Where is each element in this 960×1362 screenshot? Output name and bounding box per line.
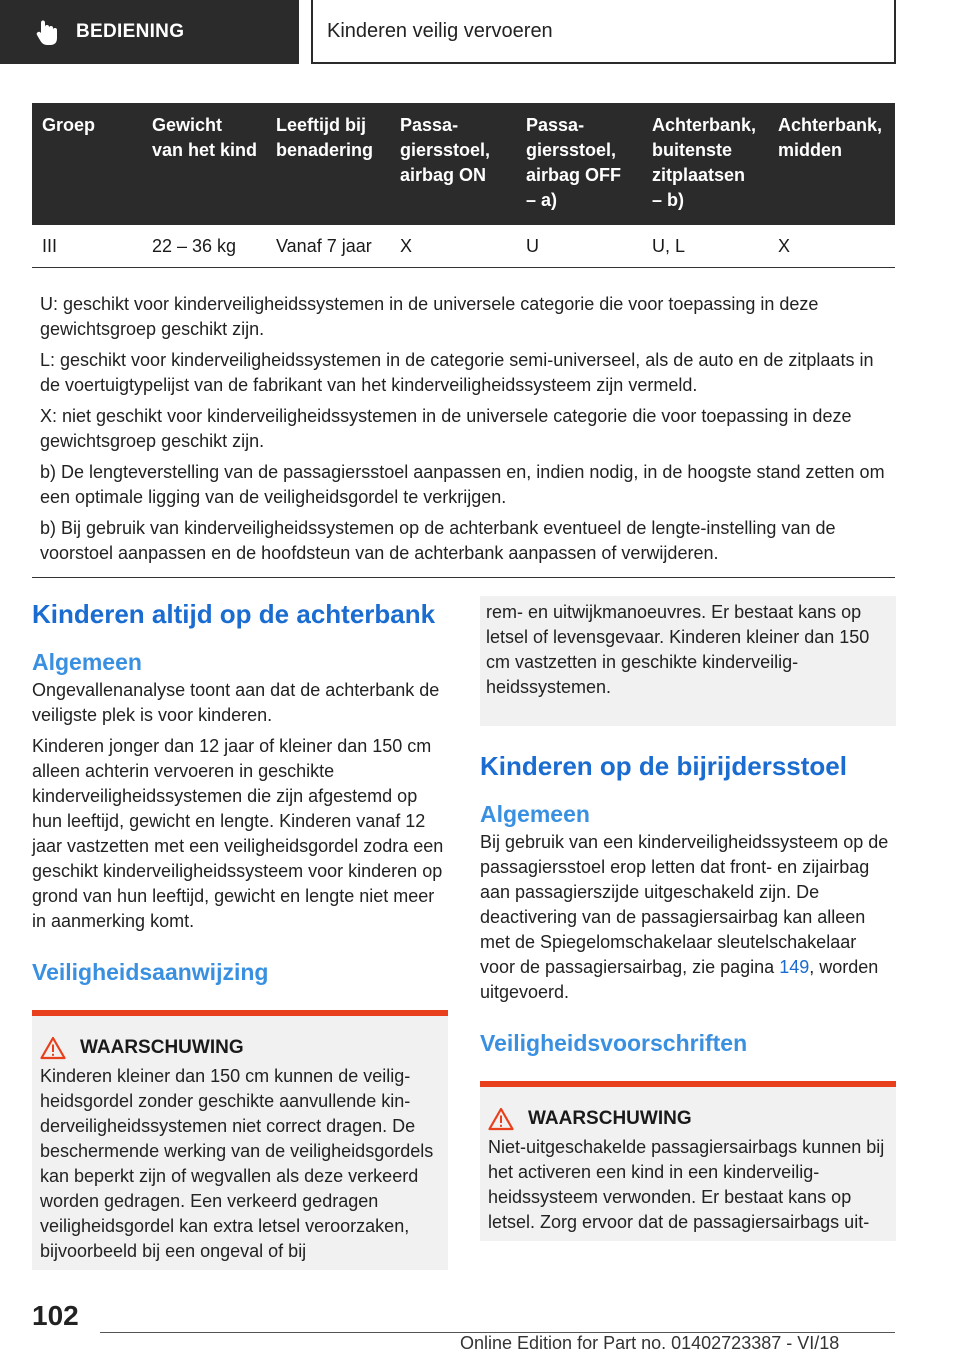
warning-box <box>480 1081 896 1241</box>
table-header-cell: Achterbank, buitenste zitplaatsen – b) <box>642 103 768 225</box>
table-cell: U <box>516 225 642 268</box>
subheading: Algemeen <box>32 649 142 675</box>
table-cell: III <box>32 225 142 268</box>
table-header-row <box>32 103 895 225</box>
divider <box>32 577 895 578</box>
table-header-cell: Gewicht van het kind <box>142 103 266 225</box>
subheading: Veiligheidsvoorschriften <box>480 1030 748 1056</box>
warning-continuation-box <box>480 596 896 726</box>
table-cell: 22 – 36 kg <box>142 225 266 268</box>
warning-text: rem- en uitwijkmanoeuvres. Er bestaat kans op letsel of levensgevaar. Kinderen kleiner dan 150 cm vastzetten in geschikte kinderveiligheidssystemen. <box>486 602 870 697</box>
warning-box <box>32 1010 448 1270</box>
table-header-cell: Passagiersstoel, airbag ON <box>390 103 516 225</box>
table-header-cell: Passagiersstoel, airbag OFF – a) <box>516 103 642 225</box>
section-tab[interactable] <box>0 0 299 64</box>
table-header-cell: Leeftijd bij benadering <box>266 103 390 225</box>
warning-label: WAARSCHUWING <box>528 1108 692 1129</box>
left-column <box>32 596 448 1270</box>
warning-triangle-icon <box>40 1036 66 1060</box>
section-heading: Kinderen op de bijrijdersstoel <box>480 751 847 781</box>
subheading: Algemeen <box>480 801 590 827</box>
paragraph: Ongevallenanalyse toont aan dat de achterbank de veiligste plek is voor kinderen. <box>32 680 440 725</box>
paragraph-text: Bij gebruik van een kinderveiligheidssysteem op de passagiersstoel erop letten dat front- en zijairbag aan passagierszijde uitgeschakeld zijn. De deactivering van de passagiersairbag kan alleen met de Spiegelomschakelaar sleutelschakelaar voor de passagiersairbag, zie pagina <box>480 832 889 977</box>
table-cell: Vanaf 7 jaar <box>266 225 390 268</box>
page-link[interactable]: 149 <box>779 957 810 977</box>
subheading: Veiligheidsaanwijzing <box>32 959 269 985</box>
table-header-cell: Achterbank, midden <box>768 103 895 225</box>
page-number: 102 <box>32 1300 79 1331</box>
chapter-title: Kinderen veilig vervoeren <box>327 19 553 42</box>
footnote: X: niet geschikt voor kinderveiligheidssystemen in de universele categorie die voor toepassing in deze gewichtsgroep geschikt zijn. <box>40 406 852 451</box>
paragraph <box>480 830 896 1005</box>
table-footnotes <box>40 292 890 572</box>
warning-header <box>40 1036 440 1060</box>
paragraph: Kinderen jonger dan 12 jaar of kleiner dan 150 cm alleen achterin vervoeren in geschikte kinderveiligheidssystemen die zijn afgestemd op hun leeftijd, gewicht en lengte. Kinderen vanaf 12 jaar vastzetten met een veiligheidsgordel zodra een geschikt kinderveiligheidssysteem voor kinderen op grond van hun leeftijd, gewicht en lengte niet meer in aanmerking komt. <box>32 736 444 931</box>
footnote: L: geschikt voor kinderveiligheidssystemen in de categorie semi-universeel, als de auto en de zitplaats in de voertuigtypelijst van de fabrikant van het kinderveiligheidssysteem zijn vermeld. <box>40 350 874 395</box>
warning-text: Kinderen kleiner dan 150 cm kunnen de veiligheidsgordel zonder geschikte aanvullende kinderveiligheidssystemen niet correct dragen. De beschermende werking van de veiligheidsgordels kan beperkt zijn of wegvallen als deze verkeerd worden gedragen. Een verkeerd gedragen veiligheidsgordel kan extra letsel veroorzaken, bijvoorbeeld bij een ongeval of bij <box>40 1066 434 1261</box>
table-header-cell: Groep <box>32 103 142 225</box>
table-cell: X <box>768 225 895 268</box>
footnote: b) De lengteverstelling van de passagiersstoel aanpassen en, indien nodig, in de hoogste stand zetten om een optimale ligging van de veiligheidsgordel te verkrijgen. <box>40 462 885 507</box>
paragraph-text: , worden uitgevoerd. <box>480 957 879 1002</box>
footnote: b) Bij gebruik van kinderveiligheidssystemen op de achterbank eventueel de lengte-instelling van de voorstoel aanpassen en de hoofdsteun van de achterbank aanpassen of verwijderen. <box>40 518 836 563</box>
footnote: U: geschikt voor kinderveiligheidssystemen in de universele categorie die voor toepassing in deze gewichtsgroep geschikt zijn. <box>40 294 819 339</box>
table-row <box>32 225 895 268</box>
right-column <box>480 596 896 1241</box>
hand-pointer-icon <box>30 14 66 50</box>
table-cell: X <box>390 225 516 268</box>
chapter-title-box <box>311 0 896 64</box>
seat-suitability-table <box>32 103 895 268</box>
warning-header <box>488 1107 888 1131</box>
warning-label: WAARSCHUWING <box>80 1037 244 1058</box>
section-heading: Kinderen altijd op de achterbank <box>32 599 436 629</box>
edition-note: Online Edition for Part no. 01402723387 - VI/18 <box>460 1333 840 1353</box>
warning-triangle-icon <box>488 1107 514 1131</box>
section-tab-label: BEDIENING <box>76 21 185 42</box>
table-cell: U, L <box>642 225 768 268</box>
warning-text: Niet-uitgeschakelde passagiersairbags kunnen bij het activeren een kind in een kinderveiligheidssysteem verwonden. Er bestaat kans op letsel. Zorg ervoor dat de passagiersairbags uit- <box>488 1137 885 1232</box>
